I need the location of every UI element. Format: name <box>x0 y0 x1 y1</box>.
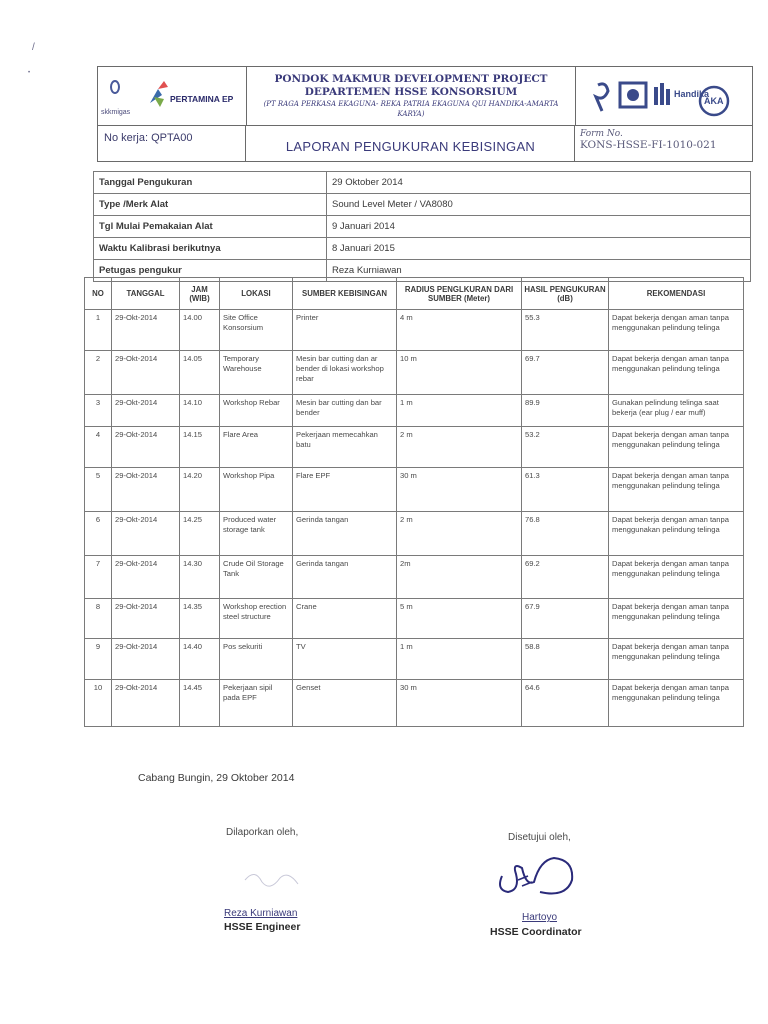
cell-jam: 14.35 <box>180 599 220 639</box>
cell-lokasi: Workshop Pipa <box>220 468 293 512</box>
cell-hasil: 58.8 <box>522 639 609 680</box>
cell-hasil: 53.2 <box>522 427 609 468</box>
cell-no: 1 <box>85 310 112 351</box>
title-line-2: DEPARTEMEN HSSE KONSORSIUM <box>304 86 518 98</box>
cell-sumber: Genset <box>293 680 397 727</box>
cell-hasil: 67.9 <box>522 599 609 639</box>
cell-hasil: 64.6 <box>522 680 609 727</box>
table-row <box>85 680 744 727</box>
title-line-3: (PT RAGA PERKASA EKAGUNA- REKA PATRIA EKAGUNA QUI HANDIKA-AMARTA KARYA) <box>263 100 559 118</box>
info-row <box>94 194 751 216</box>
cell-radius: 30 m <box>397 468 522 512</box>
info-label: Type /Merk Alat <box>94 194 327 216</box>
cell-lokasi: Pos sekuriti <box>220 639 293 680</box>
info-value: 8 Januari 2015 <box>327 238 751 260</box>
cell-hasil: 76.8 <box>522 512 609 556</box>
cell-rekomendasi: Dapat bekerja dengan aman tanpa menggunakan pelindung telinga <box>609 599 744 639</box>
approver-signature-icon <box>488 846 588 910</box>
cell-lokasi: Site Office Konsorsium <box>220 310 293 351</box>
col-header-jam: JAM (WIB) <box>180 278 220 310</box>
document-title: LAPORAN PENGUKURAN KEBISINGAN <box>247 126 575 161</box>
cell-sumber: Gerinda tangan <box>293 512 397 556</box>
cell-sumber: Printer <box>293 310 397 351</box>
cell-sumber: Mesin bar cutting dan ar bender di lokasi workshop rebar <box>293 351 397 395</box>
info-value: Sound Level Meter / VA8080 <box>327 194 751 216</box>
info-label: Waktu Kalibrasi berikutnya <box>94 238 327 260</box>
cell-no: 4 <box>85 427 112 468</box>
cell-lokasi: Produced water storage tank <box>220 512 293 556</box>
cell-no: 2 <box>85 351 112 395</box>
cell-lokasi: Workshop Rebar <box>220 395 293 427</box>
cell-rekomendasi: Dapat bekerja dengan aman tanpa menggunakan pelindung telinga <box>609 556 744 599</box>
handika-label: Handika <box>674 89 710 99</box>
info-label: Tanggal Pengukuran <box>94 172 327 194</box>
approved-by-label: Disetujui oleh, <box>508 832 571 843</box>
document-header <box>97 66 753 162</box>
cell-jam: 14.00 <box>180 310 220 351</box>
cell-lokasi: Workshop erection steel structure <box>220 599 293 639</box>
cell-hasil: 69.7 <box>522 351 609 395</box>
col-header-radius: RADIUS PENGLKURAN DARI SUMBER (Meter) <box>397 278 522 310</box>
project-title <box>247 67 576 126</box>
cell-hasil: 55.3 <box>522 310 609 351</box>
cell-lokasi: Flare Area <box>220 427 293 468</box>
cell-tanggal: 29-Okt-2014 <box>112 468 180 512</box>
col-header-no: NO <box>85 278 112 310</box>
cell-jam: 14.10 <box>180 395 220 427</box>
cell-radius: 10 m <box>397 351 522 395</box>
cell-rekomendasi: Dapat bekerja dengan aman tanpa menggunakan pelindung telinga <box>609 351 744 395</box>
table-header-row <box>85 278 744 310</box>
cell-rekomendasi: Gunakan pelindung telinga saat bekerja (ear plug / ear muff) <box>609 395 744 427</box>
cell-sumber: TV <box>293 639 397 680</box>
info-value: Reza Kurniawan <box>327 260 751 282</box>
measurement-info-table <box>93 171 751 282</box>
scan-mark: • <box>28 70 31 76</box>
info-label: Tgl Mulai Pemakaian Alat <box>94 216 327 238</box>
cell-no: 10 <box>85 680 112 727</box>
info-row <box>94 172 751 194</box>
cell-lokasi: Temporary Warehouse <box>220 351 293 395</box>
cell-tanggal: 29-Okt-2014 <box>112 639 180 680</box>
cell-radius: 2 m <box>397 512 522 556</box>
no-kerja: No kerja: QPTA00 <box>98 126 246 161</box>
cell-lokasi: Crude Oil Storage Tank <box>220 556 293 599</box>
cell-lokasi: Pekerjaan sipil pada EPF <box>220 680 293 727</box>
col-header-tanggal: TANGGAL <box>112 278 180 310</box>
partner-logos-icon <box>576 67 752 125</box>
table-row <box>85 512 744 556</box>
cell-no: 7 <box>85 556 112 599</box>
cell-no: 5 <box>85 468 112 512</box>
table-row <box>85 427 744 468</box>
cell-radius: 5 m <box>397 599 522 639</box>
cell-no: 3 <box>85 395 112 427</box>
col-header-sumber: SUMBER KEBISINGAN <box>293 278 397 310</box>
cell-rekomendasi: Dapat bekerja dengan aman tanpa menggunakan pelindung telinga <box>609 427 744 468</box>
cell-radius: 1 m <box>397 639 522 680</box>
col-header-hasil: HASIL PENGUKURAN (dB) <box>522 278 609 310</box>
aka-label: AKA <box>704 96 724 106</box>
cell-radius: 2 m <box>397 427 522 468</box>
table-row <box>85 351 744 395</box>
info-row <box>94 238 751 260</box>
reporter-role: HSSE Engineer <box>224 921 301 933</box>
cell-tanggal: 29-Okt-2014 <box>112 599 180 639</box>
cell-rekomendasi: Dapat bekerja dengan aman tanpa menggunakan pelindung telinga <box>609 468 744 512</box>
cell-tanggal: 29-Okt-2014 <box>112 556 180 599</box>
cell-rekomendasi: Dapat bekerja dengan aman tanpa menggunakan pelindung telinga <box>609 639 744 680</box>
place-date: Cabang Bungin, 29 Oktober 2014 <box>138 772 295 784</box>
cell-radius: 4 m <box>397 310 522 351</box>
skkmigas-label: skkmigas <box>101 109 131 116</box>
cell-tanggal: 29-Okt-2014 <box>112 512 180 556</box>
form-number-box <box>576 126 752 161</box>
cell-tanggal: 29-Okt-2014 <box>112 680 180 727</box>
col-header-lokasi: LOKASI <box>220 278 293 310</box>
cell-sumber: Gerinda tangan <box>293 556 397 599</box>
info-label: Petugas pengukur <box>94 260 327 282</box>
cell-jam: 14.05 <box>180 351 220 395</box>
scan-mark: / <box>32 42 35 53</box>
info-value: 29 Oktober 2014 <box>327 172 751 194</box>
cell-tanggal: 29-Okt-2014 <box>112 351 180 395</box>
table-row <box>85 395 744 427</box>
cell-hasil: 89.9 <box>522 395 609 427</box>
noise-measurement-table <box>84 277 744 727</box>
cell-jam: 14.30 <box>180 556 220 599</box>
pertamina-label: PERTAMINA EP <box>170 94 234 104</box>
cell-jam: 14.15 <box>180 427 220 468</box>
reported-by-label: Dilaporkan oleh, <box>226 827 299 838</box>
cell-sumber: Pekerjaan memecahkan batu <box>293 427 397 468</box>
col-header-rekomendasi: REKOMENDASI <box>609 278 744 310</box>
cell-hasil: 69.2 <box>522 556 609 599</box>
cell-sumber: Mesin bar cutting dan bar bender <box>293 395 397 427</box>
cell-no: 6 <box>85 512 112 556</box>
cell-radius: 30 m <box>397 680 522 727</box>
left-logos <box>98 67 247 126</box>
cell-rekomendasi: Dapat bekerja dengan aman tanpa menggunakan pelindung telinga <box>609 680 744 727</box>
cell-hasil: 61.3 <box>522 468 609 512</box>
cell-rekomendasi: Dapat bekerja dengan aman tanpa menggunakan pelindung telinga <box>609 310 744 351</box>
table-row <box>85 639 744 680</box>
cell-tanggal: 29-Okt-2014 <box>112 310 180 351</box>
cell-rekomendasi: Dapat bekerja dengan aman tanpa menggunakan pelindung telinga <box>609 512 744 556</box>
info-value: 9 Januari 2014 <box>327 216 751 238</box>
cell-jam: 14.45 <box>180 680 220 727</box>
cell-no: 8 <box>85 599 112 639</box>
right-logos <box>576 67 752 126</box>
approver-name: Hartoyo <box>522 912 558 923</box>
reporter-name: Reza Kurniawan <box>224 908 298 919</box>
approver-role: HSSE Coordinator <box>490 926 582 938</box>
cell-tanggal: 29-Okt-2014 <box>112 395 180 427</box>
cell-sumber: Flare EPF <box>293 468 397 512</box>
cell-radius: 1 m <box>397 395 522 427</box>
cell-jam: 14.25 <box>180 512 220 556</box>
table-row <box>85 468 744 512</box>
table-row <box>85 556 744 599</box>
cell-jam: 14.20 <box>180 468 220 512</box>
cell-no: 9 <box>85 639 112 680</box>
cell-tanggal: 29-Okt-2014 <box>112 427 180 468</box>
table-row <box>85 310 744 351</box>
table-row <box>85 599 744 639</box>
cell-radius: 2m <box>397 556 522 599</box>
cell-jam: 14.40 <box>180 639 220 680</box>
info-row <box>94 216 751 238</box>
reporter-signature-icon <box>240 858 310 898</box>
cell-sumber: Crane <box>293 599 397 639</box>
form-number: KONS-HSSE-FI-1010-021 <box>580 139 717 151</box>
form-label: Form No. <box>580 129 623 139</box>
title-line-1: PONDOK MAKMUR DEVELOPMENT PROJECT <box>274 73 548 85</box>
